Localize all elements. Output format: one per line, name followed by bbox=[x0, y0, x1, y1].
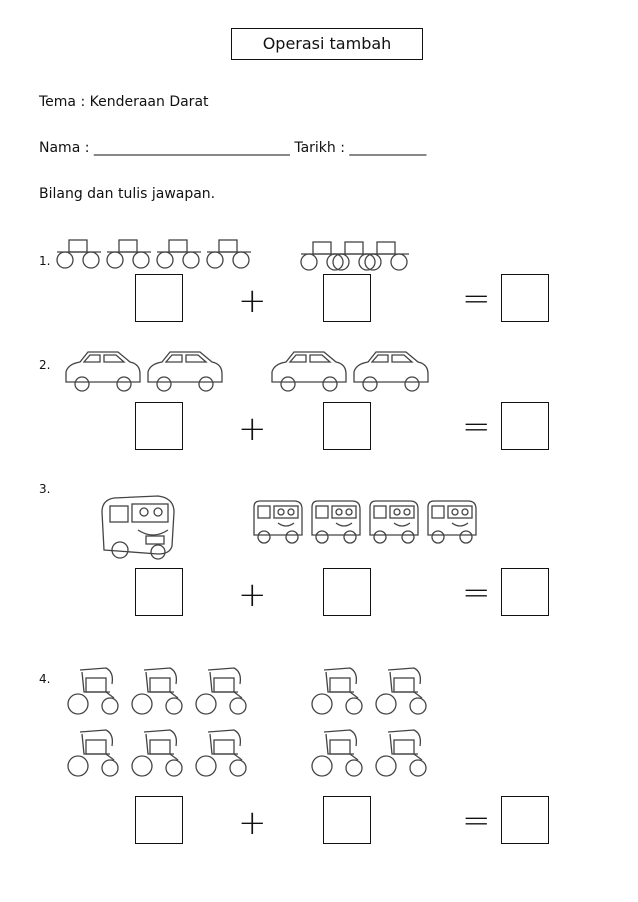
plus-sign-q4: + bbox=[238, 803, 267, 843]
answer-box-q2-right[interactable] bbox=[323, 402, 371, 450]
bus-group-right bbox=[250, 497, 490, 545]
trishaw-group-left bbox=[66, 664, 256, 780]
question-1-label: 1. bbox=[39, 254, 51, 268]
instruction: Bilang dan tulis jawapan. bbox=[39, 186, 216, 202]
plus-sign-q1: + bbox=[238, 281, 267, 321]
answer-box-q4-right[interactable] bbox=[323, 796, 371, 844]
answer-box-q2-total[interactable] bbox=[501, 402, 549, 450]
answer-box-q1-right[interactable] bbox=[323, 274, 371, 322]
answer-box-q1-left[interactable] bbox=[135, 274, 183, 322]
answer-box-q4-left[interactable] bbox=[135, 796, 183, 844]
car-group-right bbox=[268, 348, 438, 394]
equals-sign-q4: = bbox=[462, 801, 491, 841]
question-3-label: 3. bbox=[39, 482, 51, 496]
bus-group-left bbox=[98, 494, 180, 560]
steam-roller-group-left bbox=[55, 236, 255, 270]
name-date-line: Nama : ____________________________ Tarikh : ___________ bbox=[39, 140, 427, 156]
answer-box-q2-left[interactable] bbox=[135, 402, 183, 450]
question-4-label: 4. bbox=[39, 672, 51, 686]
question-2-label: 2. bbox=[39, 358, 51, 372]
equals-sign-q3: = bbox=[462, 573, 491, 613]
answer-box-q4-total[interactable] bbox=[501, 796, 549, 844]
plus-sign-q2: + bbox=[238, 409, 267, 449]
trishaw-group-right bbox=[310, 664, 440, 780]
theme-line: Tema : Kenderaan Darat bbox=[39, 94, 209, 110]
answer-box-q3-left[interactable] bbox=[135, 568, 183, 616]
answer-box-q3-total[interactable] bbox=[501, 568, 549, 616]
equals-sign-q2: = bbox=[462, 407, 491, 447]
plus-sign-q3: + bbox=[238, 575, 267, 615]
page-title: Operasi tambah bbox=[231, 28, 423, 60]
answer-box-q3-right[interactable] bbox=[323, 568, 371, 616]
steam-roller-group-right bbox=[299, 238, 449, 272]
equals-sign-q1: = bbox=[462, 279, 491, 319]
car-group-left bbox=[62, 348, 232, 394]
answer-box-q1-total[interactable] bbox=[501, 274, 549, 322]
